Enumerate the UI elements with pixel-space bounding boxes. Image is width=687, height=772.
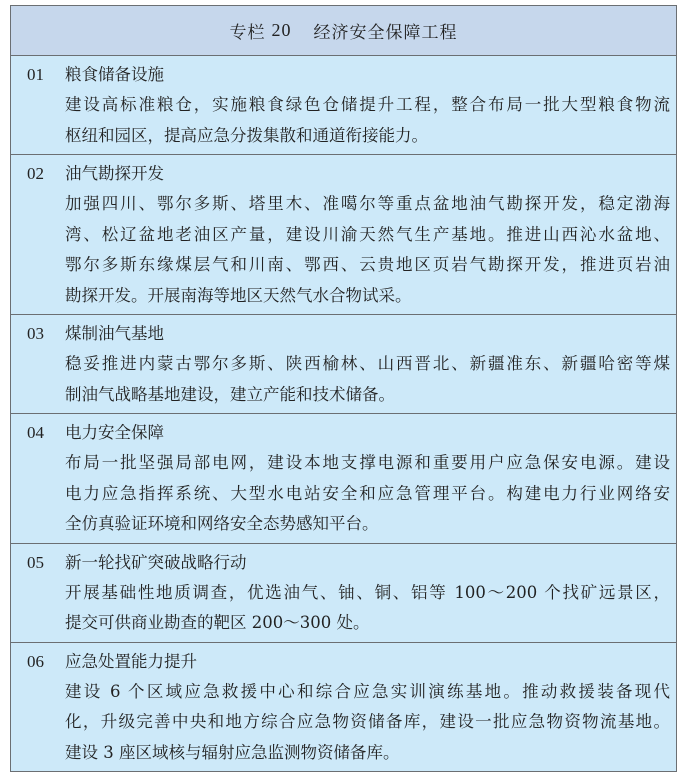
section-text-line: 建设 3 座区域核与辐射应急监测物资储备库。 [65, 742, 400, 762]
section-heading [11, 548, 676, 578]
section-index: 04 [27, 423, 44, 442]
section-row [11, 414, 676, 544]
section-text-line: 建设 6 个区域应急救援中心和综合应急实训演练基地。推动救援装备现代 [65, 681, 670, 701]
section-text-line: 化，升级完善中央和地方综合应急物资储备库，建设一批应急物资物流基地。 [65, 712, 670, 731]
section-text-line: 制油气战略基地建设，建立产能和技术储备。 [65, 384, 395, 404]
section-title: 电力安全保障 [65, 423, 164, 442]
section-heading [11, 159, 676, 189]
section-heading [11, 647, 676, 677]
section-row [11, 643, 676, 772]
section-row [11, 315, 676, 414]
section-index: 02 [27, 164, 44, 183]
section-index: 05 [27, 552, 44, 572]
box-title: 经济安全保障工程 [313, 23, 458, 43]
section-index: 03 [27, 324, 44, 343]
section-text-line: 布局一批坚强局部电网，建设本地支撑电源和重要用户应急保安电源。建设 [65, 453, 670, 472]
section-text-line: 提交可供商业勘查的靶区 200～300 处。 [65, 613, 370, 632]
section-title: 煤制油气基地 [65, 324, 164, 343]
section-text-line: 开展基础性地质调查，优选油气、铀、铜、铝等 100～200 个找矿远景区， [65, 582, 670, 602]
section-text-line: 稳妥推进内蒙古鄂尔多斯、陕西榆林、山西晋北、新疆准东、新疆哈密等煤 [65, 354, 670, 373]
section-text-line: 建设高标准粮仓，实施粮食绿色仓储提升工程，整合布局一批大型粮食物流 [65, 95, 670, 114]
section-heading [11, 319, 676, 349]
section-text-line: 全仿真验证环境和网络安全态势感知平台。 [65, 514, 379, 533]
feature-box-table [10, 5, 677, 772]
section-heading [11, 418, 676, 448]
section-heading [11, 60, 676, 90]
section-text-line: 勘探开发。开展南海等地区天然气水合物试采。 [65, 285, 412, 305]
section-row [11, 56, 676, 155]
box-header [11, 6, 676, 56]
box-label: 专栏 [229, 23, 266, 43]
section-index: 06 [27, 651, 44, 671]
section-text-line: 鄂尔多斯东缘煤层气和川南、鄂西、云贵地区页岩气勘探开发，推进页岩油 [65, 255, 670, 274]
section-text-line: 湾、松辽盆地老油区产量，建设川渝天然气生产基地。推进山西沁水盆地、 [65, 224, 670, 244]
box-number: 20 [271, 20, 292, 40]
section-title: 粮食储备设施 [65, 65, 164, 84]
section-row [11, 544, 676, 643]
section-text-line: 电力应急指挥系统、大型水电站安全和应急管理平台。构建电力行业网络安 [65, 483, 670, 503]
section-index: 01 [27, 65, 44, 84]
section-list [11, 56, 676, 771]
section-title: 新一轮找矿突破战略行动 [65, 552, 247, 572]
section-title: 油气勘探开发 [65, 164, 164, 183]
section-text-line: 加强四川、鄂尔多斯、塔里木、准噶尔等重点盆地油气勘探开发，稳定渤海 [65, 194, 670, 213]
section-text-line: 枢纽和园区，提高应急分拨集散和通道衔接能力。 [65, 125, 428, 145]
section-row [11, 155, 676, 315]
section-title: 应急处置能力提升 [65, 651, 197, 671]
